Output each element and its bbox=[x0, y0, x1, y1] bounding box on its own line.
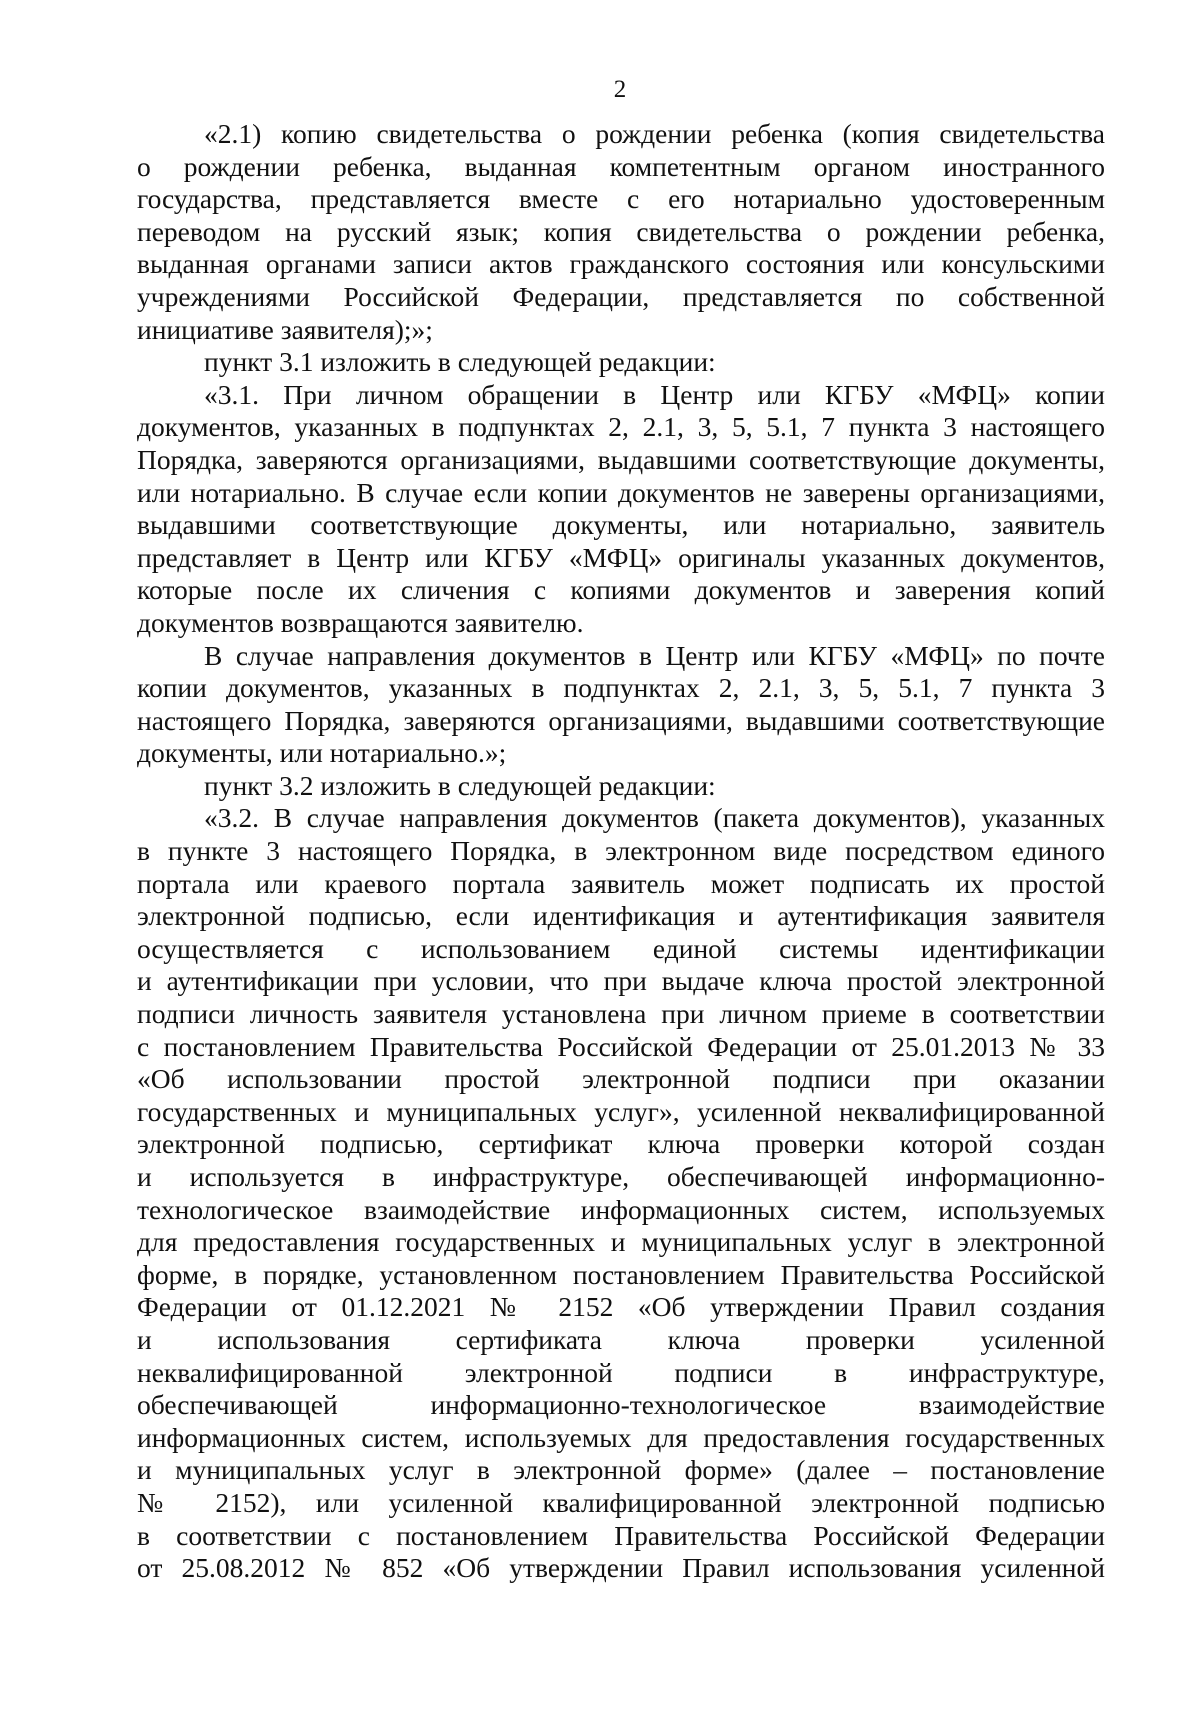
page-number: 2 bbox=[613, 76, 627, 103]
text-line: и использования сертификата ключа проверки усиленной bbox=[137, 1323, 1105, 1355]
text-line: выдавшими соответствующие документы, или нотариально, заявитель bbox=[137, 509, 1105, 541]
text-line: о рождении ребенка, выданная компетентным органом иностранного bbox=[137, 150, 1105, 182]
text-line: № 2152), или усиленной квалифицированной электронной подписью bbox=[137, 1486, 1105, 1518]
text-line: и муниципальных услуг в электронной форме» (далее – постановление bbox=[137, 1454, 1105, 1486]
paragraph bbox=[137, 802, 1105, 1584]
paragraph bbox=[137, 346, 1105, 379]
text-line: для предоставления государственных и муниципальных услуг в электронной bbox=[137, 1226, 1105, 1258]
text-line: от 25.08.2012 № 852 «Об утверждении Правил использования усиленной bbox=[137, 1552, 1105, 1584]
text-line: настоящего Порядка, заверяются организациями, выдавшими соответствующие bbox=[137, 704, 1105, 736]
text-line: государственных и муниципальных услуг», усиленной неквалифицированной bbox=[137, 1095, 1105, 1127]
text-line: которые после их сличения с копиями документов и заверения копий bbox=[137, 574, 1105, 606]
document-body bbox=[137, 118, 1105, 1585]
text-line: пункт 3.2 изложить в следующей редакции: bbox=[204, 769, 716, 801]
paragraph bbox=[137, 640, 1105, 770]
text-line: учреждениями Российской Федерации, представляется по собственной bbox=[137, 280, 1105, 312]
text-line: пункт 3.1 изложить в следующей редакции: bbox=[204, 346, 716, 378]
paragraph bbox=[137, 770, 1105, 803]
text-line: «Об использовании простой электронной подписи при оказании bbox=[137, 1063, 1105, 1095]
text-line: и используется в инфраструктуре, обеспечивающей информационно- bbox=[137, 1161, 1105, 1192]
text-line: портала или краевого портала заявитель может подписать их простой bbox=[137, 867, 1105, 899]
text-line: переводом на русский язык; копия свидетельства о рождении ребенка, bbox=[137, 215, 1105, 247]
text-line: Порядка, заверяются организациями, выдавшими соответствующие документы, bbox=[137, 443, 1105, 475]
text-line: «3.1. При личном обращении в Центр или КГБУ «МФЦ» копии bbox=[204, 378, 1105, 410]
text-line: и аутентификации при условии, что при выдаче ключа простой электронной bbox=[137, 965, 1105, 997]
text-line: в пункте 3 настоящего Порядка, в электронном виде посредством единого bbox=[137, 835, 1105, 867]
text-line: или нотариально. В случае если копии документов не заверены организациями, bbox=[137, 476, 1105, 508]
text-line: копии документов, указанных в подпунктах 2, 2.1, 3, 5, 5.1, 7 пункта 3 bbox=[137, 672, 1105, 704]
text-line: выданная органами записи актов гражданского состояния или консульскими bbox=[137, 248, 1105, 280]
paragraph bbox=[137, 379, 1105, 640]
text-line: «2.1) копию свидетельства о рождении ребенка (копия свидетельства bbox=[204, 118, 1105, 149]
text-line: государства, представляется вместе с его нотариально удостоверенным bbox=[137, 183, 1105, 215]
text-line: электронной подписью, если идентификация и аутентификация заявителя bbox=[137, 900, 1105, 932]
text-line: с постановлением Правительства Российской Федерации от 25.01.2013 № 33 bbox=[137, 1030, 1105, 1062]
text-line: осуществляется с использованием единой системы идентификации bbox=[137, 932, 1105, 964]
text-line: электронной подписью, сертификат ключа проверки которой создан bbox=[137, 1128, 1105, 1160]
text-line: в соответствии с постановлением Правительства Российской Федерации bbox=[137, 1519, 1105, 1551]
text-line: обеспечивающей информационно-технологическое взаимодействие bbox=[137, 1389, 1105, 1421]
text-line: инициативе заявителя);»; bbox=[137, 313, 433, 345]
paragraph bbox=[137, 118, 1105, 346]
text-line: форме, в порядке, установленном постановлением Правительства Российской bbox=[137, 1258, 1105, 1290]
text-line: информационных систем, используемых для предоставления государственных bbox=[137, 1421, 1105, 1453]
text-line: технологическое взаимодействие информационных систем, используемых bbox=[137, 1193, 1105, 1225]
text-line: «3.2. В случае направления документов (пакета документов), указанных bbox=[204, 802, 1105, 834]
text-line: подписи личность заявителя установлена при личном приеме в соответствии bbox=[137, 998, 1105, 1030]
text-line: документы, или нотариально.»; bbox=[137, 737, 507, 769]
text-line: документов возвращаются заявителю. bbox=[137, 606, 584, 638]
text-line: представляет в Центр или КГБУ «МФЦ» оригиналы указанных документов, bbox=[137, 541, 1105, 573]
text-line: документов, указанных в подпунктах 2, 2.1, 3, 5, 5.1, 7 пункта 3 настоящего bbox=[137, 411, 1105, 443]
text-line: неквалифицированной электронной подписи в инфраструктуре, bbox=[137, 1356, 1105, 1388]
text-line: Федерации от 01.12.2021 № 2152 «Об утверждении Правил создания bbox=[137, 1291, 1105, 1323]
text-line: В случае направления документов в Центр или КГБУ «МФЦ» по почте bbox=[204, 639, 1105, 671]
